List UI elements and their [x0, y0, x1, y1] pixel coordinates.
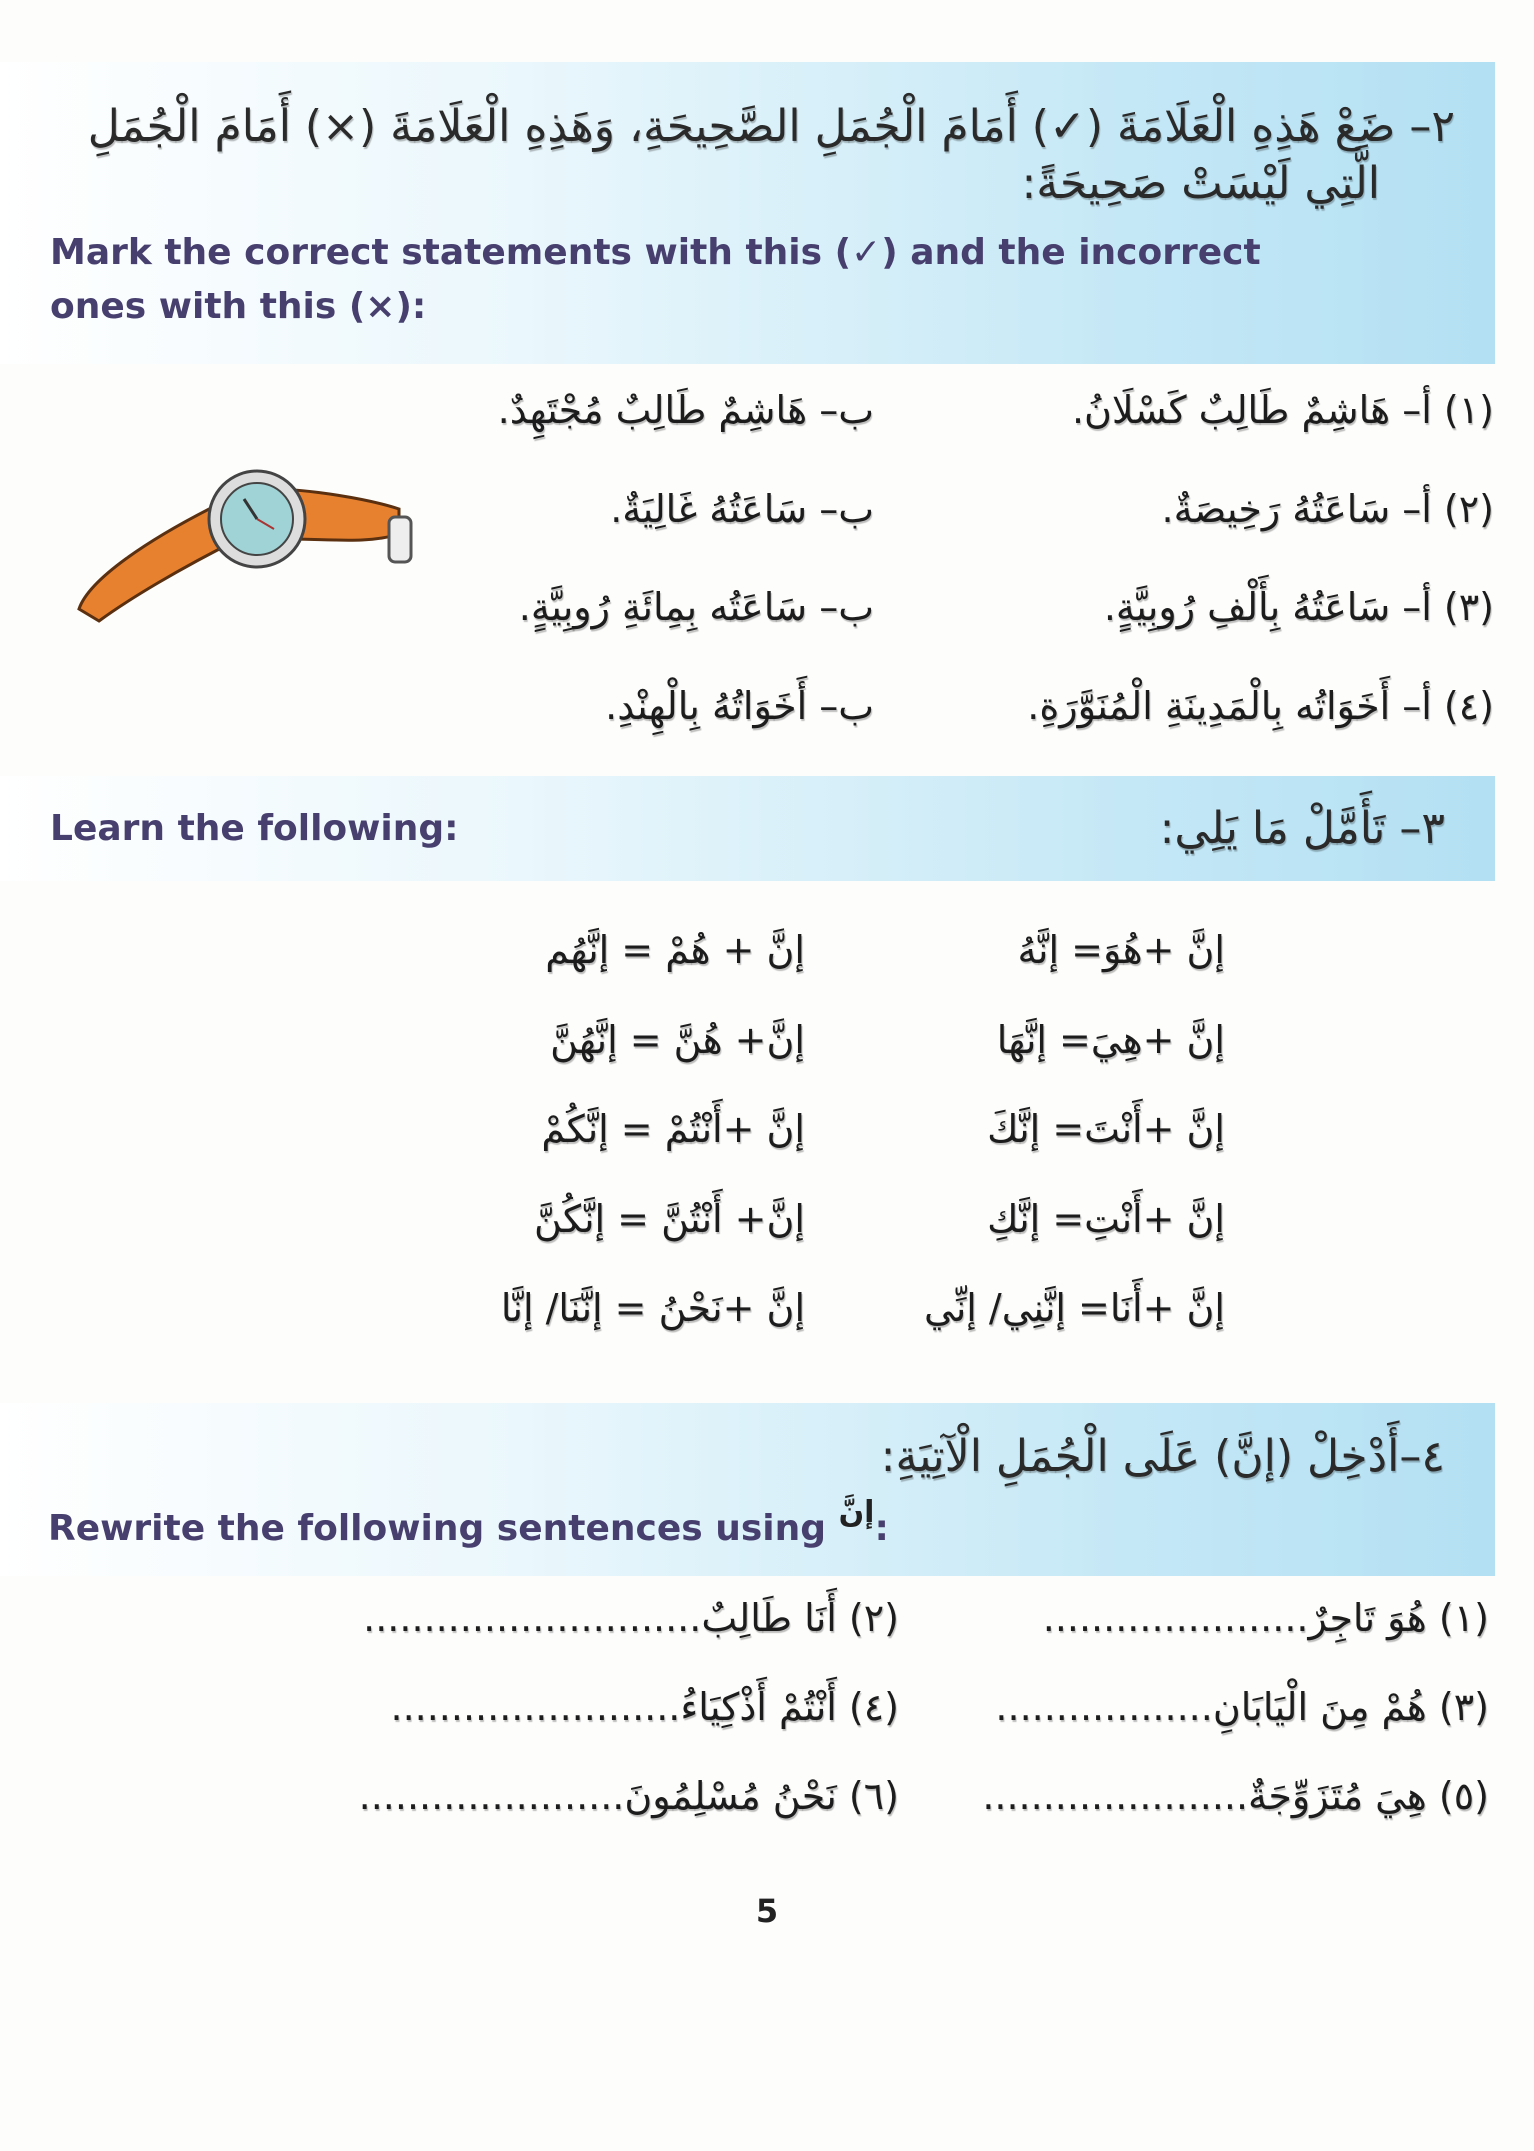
formula-right-3: إنَّ +أَنْتَ= إنَّكَ: [987, 1107, 1225, 1152]
wristwatch-illustration: [69, 449, 419, 624]
english-line-2: ones with this (×):: [50, 286, 427, 328]
rewrite-item-1: (١) هُوَ تَاجِرٌ......................: [1042, 1595, 1489, 1640]
rewrite-item-6: (٦) نَحْنُ مُسْلِمُونَ......................: [358, 1774, 899, 1819]
english-title-text: Rewrite the following sentences using: [48, 1507, 827, 1549]
exercise-2-item-4b: ب– أَخَوَاتُهُ بِالْهِنْدِ.: [605, 683, 874, 728]
exercise-2-item-4a: (٤) أ– أَخَوَاتُه بِالْمَدِينَةِ الْمُنَوَّرَةِ.: [1027, 683, 1494, 728]
exercise-2-item-2b: ب– سَاعَتُهُ غَالِيَةٌ.: [610, 486, 874, 531]
formula-left-3: إنَّ +أَنْتُمْ = إنَّكُمْ: [541, 1107, 805, 1152]
exercise-2-item-1a: (١) أ– هَاشِمٌ طَالِبٌ كَسْلَانُ.: [1071, 388, 1494, 433]
formula-left-5: إنَّ +نَحْنُ = إنَّنَا/ إنَّا: [500, 1285, 805, 1330]
exercise-2-arabic-instruction: ٢– ضَعْ هَذِهِ الْعَلَامَةَ (✓) أَمَامَ الْجُمَلِ الصَّحِيحَةِ، وَهَذِهِ الْعَلَامَةَ (×) أَمَامَ الْجُمَلِ: [87, 101, 1455, 152]
formula-right-2: إنَّ +هِيَ= إنَّهَا: [996, 1017, 1225, 1062]
exercise-3-header-band: [0, 776, 1495, 881]
formula-table: [0, 881, 1534, 1333]
rewrite-item-2: (٢) أَنَا طَالِبٌ............................: [363, 1595, 899, 1640]
rewrite-item-5: (٥) هِيَ مُتَزَوِّجَةٌ......................: [982, 1774, 1489, 1819]
inna-word: إنَّ: [838, 1494, 875, 1530]
exercise-2-item-2a: (٢) أ– سَاعَتُهُ رَخِيصَةٌ.: [1161, 486, 1494, 531]
exercise-2-arabic-instruction-cont: الَّتِي لَيْسَتْ صَحِيحَةً:: [1021, 158, 1380, 210]
exercise-3-arabic-title: ٣– تَأَمَّلْ مَا يَلِي:: [1159, 803, 1445, 855]
page-number: 5: [755, 1891, 779, 1930]
formula-right-1: إنَّ +هُوَ= إنَّهُ: [1017, 928, 1225, 973]
exercise-2-items: [0, 364, 1534, 746]
english-line-1: Mark the correct statements with this (✓) and the incorrect: [50, 232, 1261, 274]
exercise-2-item-3b: ب– سَاعَتُه بِمِائَةِ رُوبِيَّةٍ.: [518, 585, 874, 630]
formula-left-2: إنَّ+ هُنَّ = إنَّهُنَّ: [550, 1017, 805, 1062]
formula-right-5: إنَّ +أَنَا= إنَّنِي/ إنِّي: [924, 1285, 1225, 1330]
formula-left-1: إنَّ + هُمْ = إنَّهُم: [545, 928, 805, 973]
exercise-2-item-3a: (٣) أ– سَاعَتُهُ بِأَلْفِ رُوبِيَّةٍ.: [1103, 585, 1494, 630]
formula-left-4: إنَّ+ أَنْتُنَّ = إنَّكُنَّ: [534, 1196, 805, 1241]
rewrite-item-3: (٣) هُمْ مِنَ الْيَابَانِ..................: [995, 1684, 1489, 1729]
colon: :: [874, 1507, 889, 1549]
exercise-2-item-1b: ب– هَاشِمٌ طَالِبٌ مُجْتَهِدٌ.: [497, 388, 874, 433]
rewrite-item-4: (٤) أَنْتُمْ أَذْكِيَاءُ........................: [390, 1684, 899, 1729]
exercise-4-english-title: [48, 1494, 1445, 1556]
exercise-2-english-instruction: [50, 226, 1455, 334]
formula-right-4: إنَّ +أَنْتِ= إنَّكِ: [987, 1196, 1225, 1241]
exercise-3-english-title: Learn the following:: [50, 807, 459, 849]
exercise-4-header-band: [0, 1403, 1495, 1575]
rewrite-list: [0, 1576, 1534, 1822]
exercise-2-header-band: [0, 62, 1495, 364]
exercise-4-arabic-title: ٤–أَدْخِلْ (إنَّ) عَلَى الْجُمَلِ الْآتِيَةِ:: [880, 1431, 1445, 1483]
